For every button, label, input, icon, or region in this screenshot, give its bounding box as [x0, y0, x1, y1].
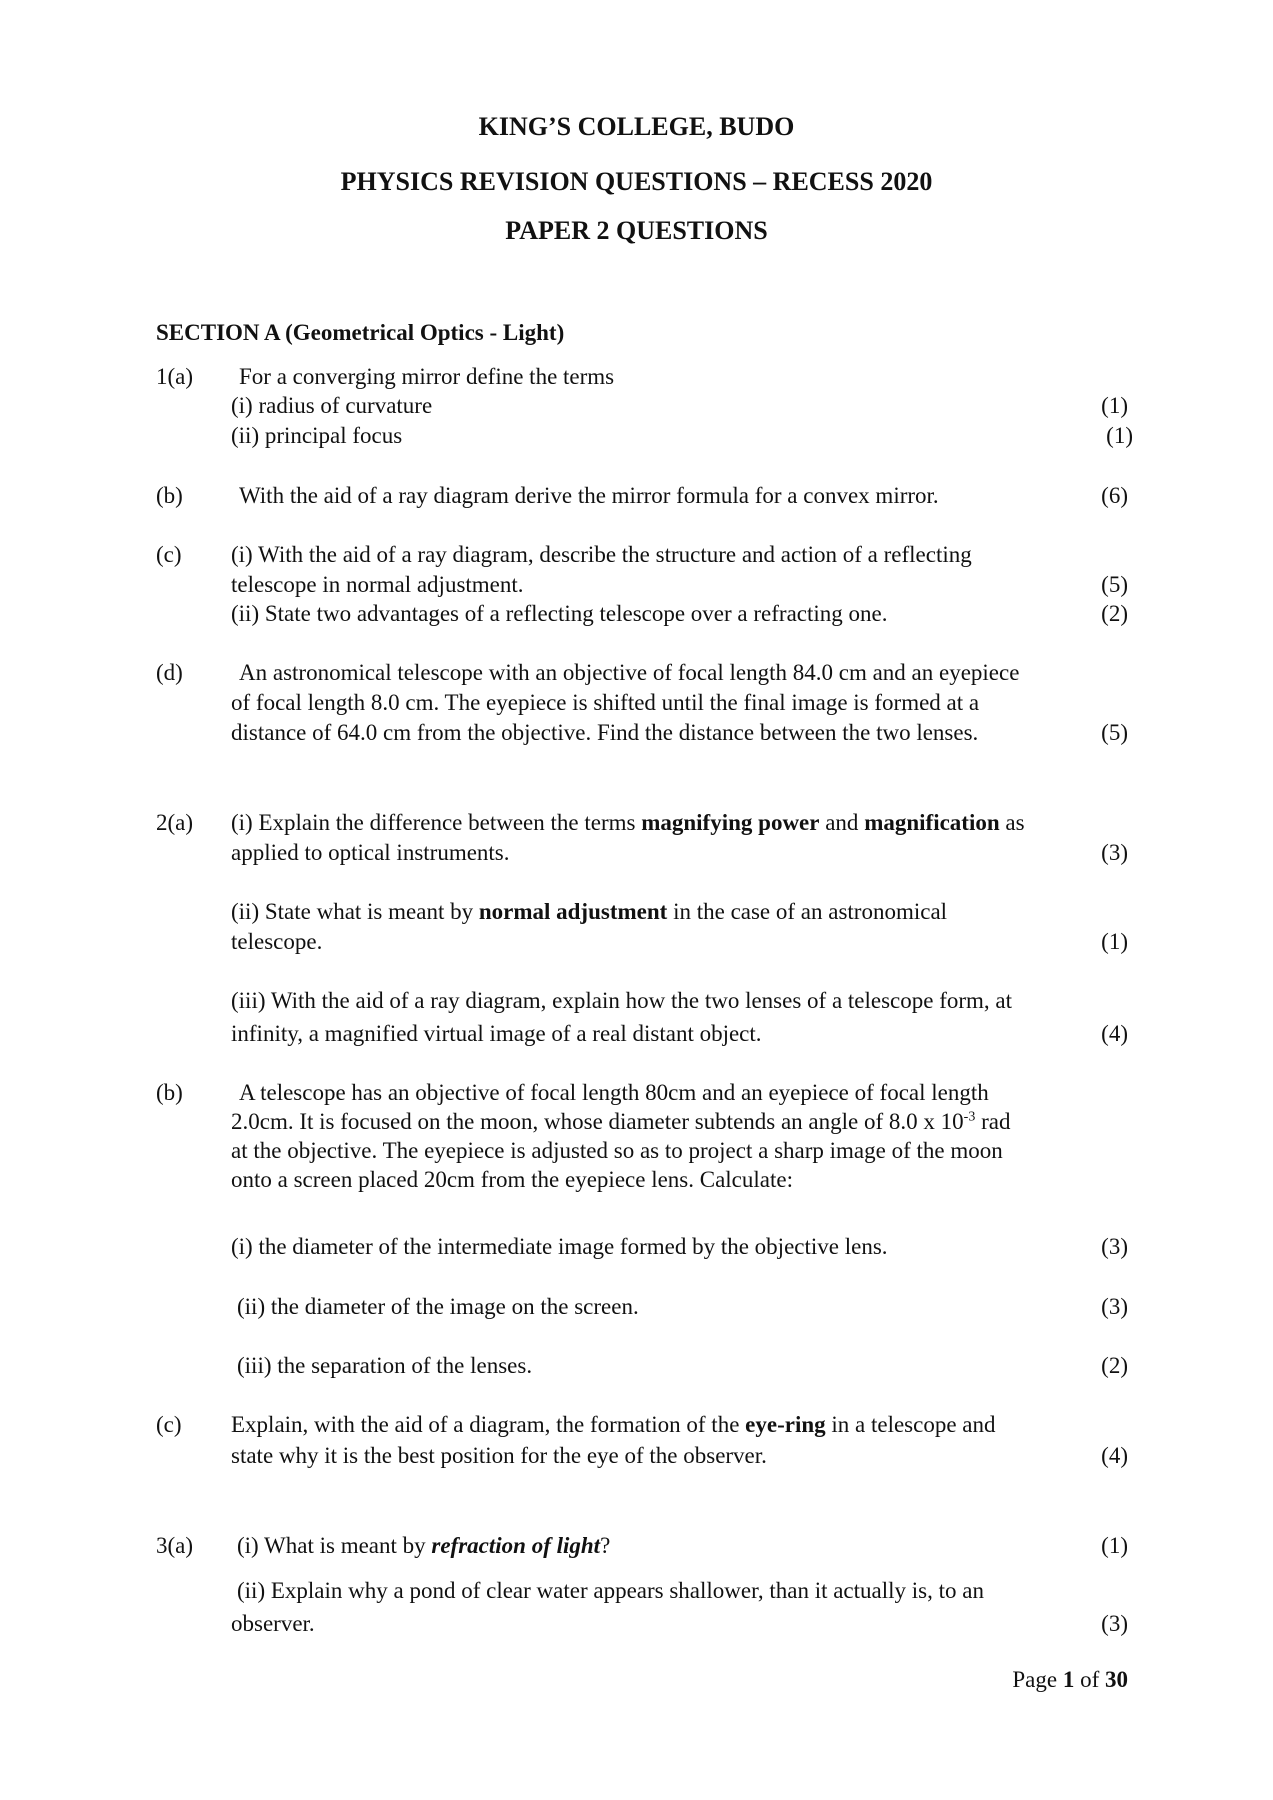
- text: rad: [975, 1109, 1011, 1134]
- school-title: KING’S COLLEGE, BUDO: [478, 112, 795, 141]
- text: Explain, with the aid of a diagram, the formation of the: [231, 1412, 746, 1437]
- q1c-line: (i) With the aid of a ray diagram, describe the structure and action of a reflecting: [231, 542, 972, 567]
- page-word: Page: [1012, 1667, 1058, 1692]
- q2b-line: at the objective. The eyepiece is adjusted so as to project a sharp image of the moon: [231, 1138, 1003, 1163]
- term-refraction-of-light: refraction of light: [431, 1533, 601, 1558]
- q2b-iii: (iii) the separation of the lenses.: [237, 1353, 533, 1378]
- paper-title: PAPER 2 QUESTIONS: [505, 216, 768, 245]
- q1d-line: An astronomical telescope with an objective of focal length 84.0 cm and an eyepiece: [239, 660, 1020, 685]
- term-eye-ring: eye-ring: [745, 1412, 826, 1437]
- q1c-line: (ii) State two advantages of a reflecting telescope over a refracting one.: [231, 601, 888, 626]
- q1c-label: (c): [156, 542, 182, 567]
- q2a-ii-line: [231, 897, 947, 927]
- term-normal-adjustment: normal adjustment: [478, 899, 668, 924]
- text: (ii) State what is meant by: [231, 899, 479, 924]
- q2a-iii-line: infinity, a magnified virtual image of a real distant object.: [231, 1021, 762, 1046]
- q1c-line: telescope in normal adjustment.: [231, 572, 524, 597]
- q1b-label: (b): [156, 483, 183, 508]
- q1b-mark: (6): [1101, 483, 1128, 508]
- q3a-ii-mark: (3): [1101, 1611, 1128, 1636]
- text: as: [999, 810, 1025, 835]
- q2c-mark: (4): [1101, 1443, 1128, 1468]
- q1a-ii: (ii) principal focus: [231, 423, 403, 448]
- page-number: [1012, 1665, 1128, 1695]
- q2a-i-mark: (3): [1101, 840, 1128, 865]
- q2b-line: A telescope has an objective of focal length 80cm and an eyepiece of focal length: [239, 1080, 989, 1105]
- q1b-text: With the aid of a ray diagram derive the mirror formula for a convex mirror.: [239, 483, 939, 508]
- q3a-ii-line: observer.: [231, 1611, 315, 1636]
- of-word: of: [1080, 1667, 1100, 1692]
- term-magnifying-power: magnifying power: [641, 810, 820, 835]
- q1c-i-mark: (5): [1101, 572, 1128, 597]
- q2a-label: 2(a): [156, 810, 194, 835]
- q2a-iii-line: (iii) With the aid of a ray diagram, explain how the two lenses of a telescope form, at: [231, 988, 1013, 1013]
- q2c-line: state why it is the best position for the eye of the observer.: [231, 1443, 767, 1468]
- q2b-ii: (ii) the diameter of the image on the screen.: [237, 1294, 639, 1319]
- q2b-iii-mark: (2): [1101, 1353, 1128, 1378]
- q3a-i-line: [237, 1531, 610, 1561]
- text: ?: [600, 1533, 611, 1558]
- q2a-ii-line: telescope.: [231, 929, 323, 954]
- q3a-i-mark: (1): [1101, 1533, 1128, 1558]
- text: in a telescope and: [825, 1412, 996, 1437]
- q2a-ii-mark: (1): [1101, 929, 1128, 954]
- q1a-ii-mark: (1): [1106, 423, 1133, 448]
- q2b-label: (b): [156, 1080, 183, 1105]
- q2a-iii-mark: (4): [1101, 1021, 1128, 1046]
- q1a-i: (i) radius of curvature: [231, 393, 433, 418]
- text: 2.0cm. It is focused on the moon, whose diameter subtends an angle of 8.0 x 10: [231, 1109, 964, 1134]
- document-subtitle: PHYSICS REVISION QUESTIONS – RECESS 2020: [340, 167, 933, 196]
- q1a-text: For a converging mirror define the terms: [239, 364, 615, 389]
- q1a-i-mark: (1): [1101, 393, 1128, 418]
- q1a-label: 1(a): [156, 364, 194, 389]
- text: (i) Explain the difference between the terms: [231, 810, 642, 835]
- q2b-ii-mark: (3): [1101, 1294, 1128, 1319]
- q1d-line: of focal length 8.0 cm. The eyepiece is shifted until the final image is formed at a: [231, 690, 980, 715]
- text: (i) What is meant by: [237, 1533, 432, 1558]
- q1d-label: (d): [156, 660, 183, 685]
- q2a-i-line: applied to optical instruments.: [231, 840, 510, 865]
- q3a-ii-line: (ii) Explain why a pond of clear water appears shallower, than it actually is, to an: [237, 1578, 984, 1603]
- q2b-line: [231, 1107, 1010, 1137]
- q1c-ii-mark: (2): [1101, 601, 1128, 626]
- q2b-line: onto a screen placed 20cm from the eyepiece lens. Calculate:: [231, 1167, 793, 1192]
- q2c-label: (c): [156, 1412, 182, 1437]
- text: and: [819, 810, 865, 835]
- q2b-i-mark: (3): [1101, 1234, 1128, 1259]
- q2a-i-line: [231, 808, 1025, 838]
- q2b-i: (i) the diameter of the intermediate image formed by the objective lens.: [231, 1234, 888, 1259]
- q1d-line: distance of 64.0 cm from the objective. Find the distance between the two lenses.: [231, 720, 979, 745]
- q2c-line: [231, 1410, 996, 1440]
- term-magnification: magnification: [864, 810, 1000, 835]
- text: in the case of an astronomical: [667, 899, 948, 924]
- current-page: 1: [1062, 1667, 1075, 1692]
- exponent: -3: [963, 1109, 976, 1125]
- q3a-label: 3(a): [156, 1533, 194, 1558]
- total-pages: 30: [1105, 1667, 1128, 1692]
- section-heading: SECTION A (Geometrical Optics - Light): [156, 320, 565, 345]
- q1d-mark: (5): [1101, 720, 1128, 745]
